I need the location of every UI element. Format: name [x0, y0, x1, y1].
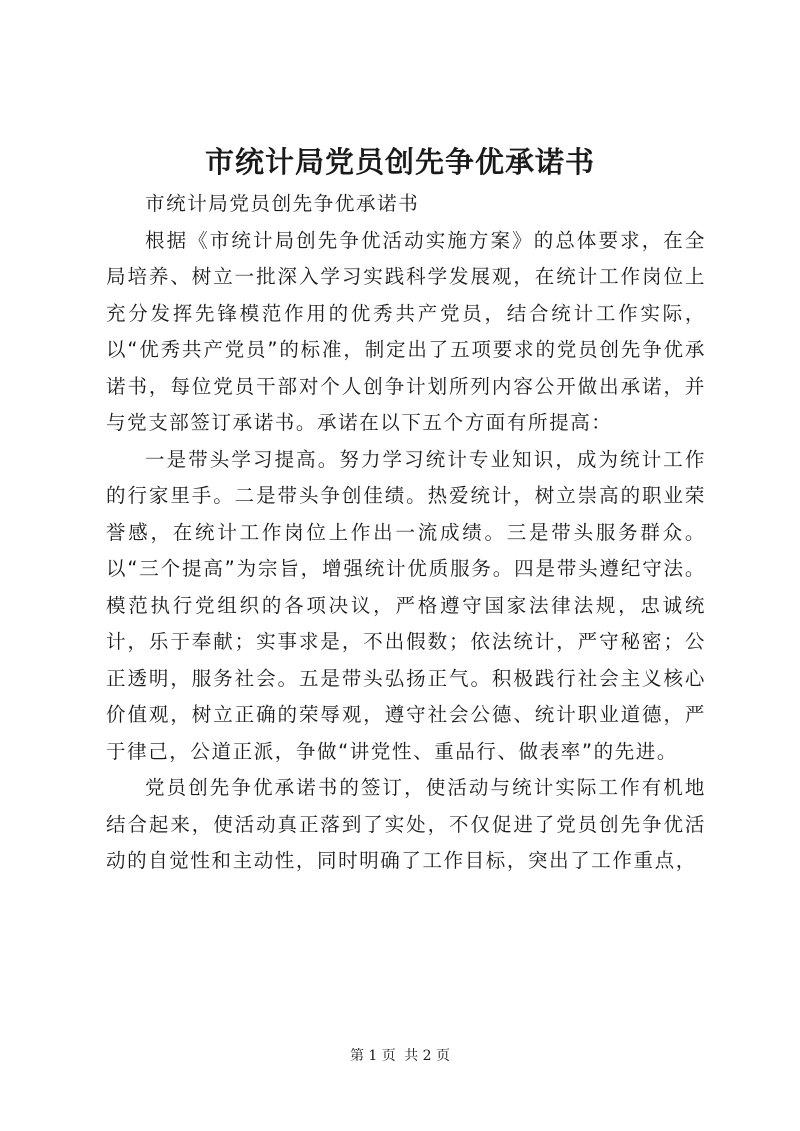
page-number: 第 1 页 [349, 1048, 396, 1064]
page-total: 共 2 页 [404, 1048, 451, 1064]
document-body [106, 186, 706, 880]
body-paragraph-commitments: 一是带头学习提高。努力学习统计专业知识，成为统计工作的行家里手。二是带头争创佳绩。热爱统计，树立崇高的职业荣誉感，在统计工作岗位上作出一流成绩。三是带头服务群众。以“三个提高”为宗旨，增强统计优质服务。四是带头遵纪守法。模范执行党组织的各项决议，严格遵守国家法律法规，忠诚统计，乐于奉献；实事求是，不出假数；依法统计，严守秘密；公正透明，服务社会。五是带头弘扬正气。积极践行社会主义核心价值观，树立正确的荣辱观，遵守社会公德、统计职业道德，严于律己，公道正派，争做“讲党性、重品行、做表率”的先进。 [106, 447, 706, 763]
page-footer [0, 1046, 800, 1066]
subtitle-paragraph: 市统计局党员创先争优承诺书 [145, 192, 420, 215]
body-paragraph-intro: 根据《市统计局创先争优活动实施方案》的总体要求，在全局培养、树立一批深入学习实践科学发展观，在统计工作岗位上充分发挥先锋模范作用的优秀共产党员，结合统计工作实际，以“优秀共产党员”的标准，制定出了五项要求的党员创先争优承诺书，每位党员干部对个人创争计划所列内容公开做出承诺，并与党支部签订承诺书。承诺在以下五个方面有所提高： [106, 228, 706, 434]
body-paragraph-conclusion: 党员创先争优承诺书的签订，使活动与统计实际工作有机地结合起来，使活动真正落到了实处，不仅促进了党员创先争优活动的自觉性和主动性，同时明确了工作目标，突出了工作重点， [106, 776, 706, 872]
page-title: 市统计局党员创先争优承诺书 [204, 145, 595, 179]
